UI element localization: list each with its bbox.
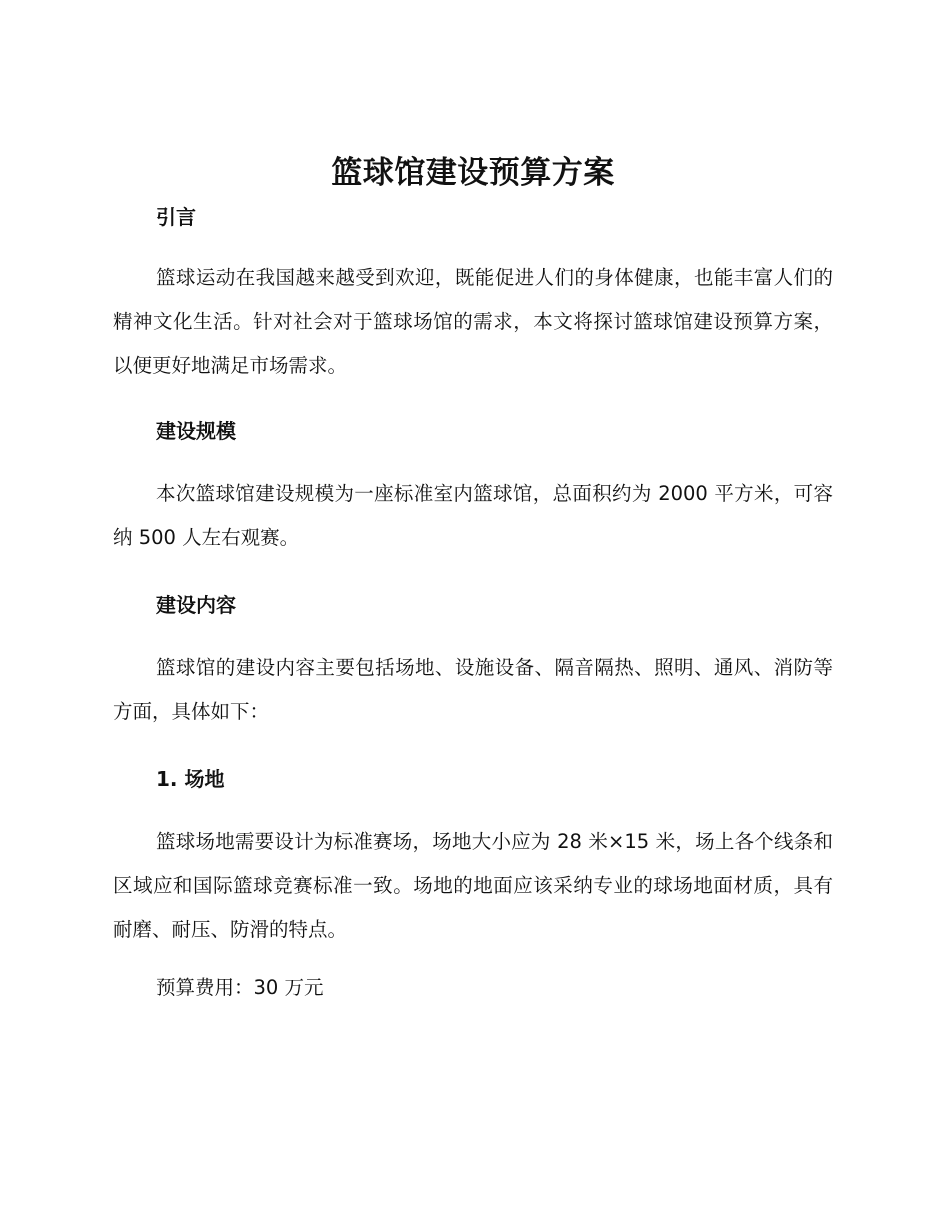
section-heading-content: 建设内容	[156, 593, 236, 617]
budget-line-court: 预算费用：30 万元	[156, 976, 324, 999]
document-body	[113, 150, 833, 1010]
section-heading-court: 1. 场地	[156, 767, 225, 791]
section-heading-scale: 建设规模	[156, 419, 236, 443]
section-paragraph-scale: 本次篮球馆建设规模为一座标准室内篮球馆，总面积约为 2000 平方米，可容纳 500 人左右观赛。	[113, 482, 833, 549]
document-title: 篮球馆建设预算方案	[331, 155, 615, 191]
section-heading-intro: 引言	[156, 205, 196, 229]
section-paragraph-content: 篮球馆的建设内容主要包括场地、设施设备、隔音隔热、照明、通风、消防等方面，具体如下：	[113, 656, 833, 723]
section-paragraph-intro: 篮球运动在我国越来越受到欢迎，既能促进人们的身体健康，也能丰富人们的精神文化生活。针对社会对于篮球场馆的需求，本文将探讨篮球馆建设预算方案，以便更好地满足市场需求。	[113, 266, 833, 377]
section-paragraph-court: 篮球场地需要设计为标准赛场，场地大小应为 28 米×15 米，场上各个线条和区域应和国际篮球竞赛标准一致。场地的地面应该采纳专业的球场地面材质，具有耐磨、耐压、防滑的特点。	[113, 830, 833, 941]
